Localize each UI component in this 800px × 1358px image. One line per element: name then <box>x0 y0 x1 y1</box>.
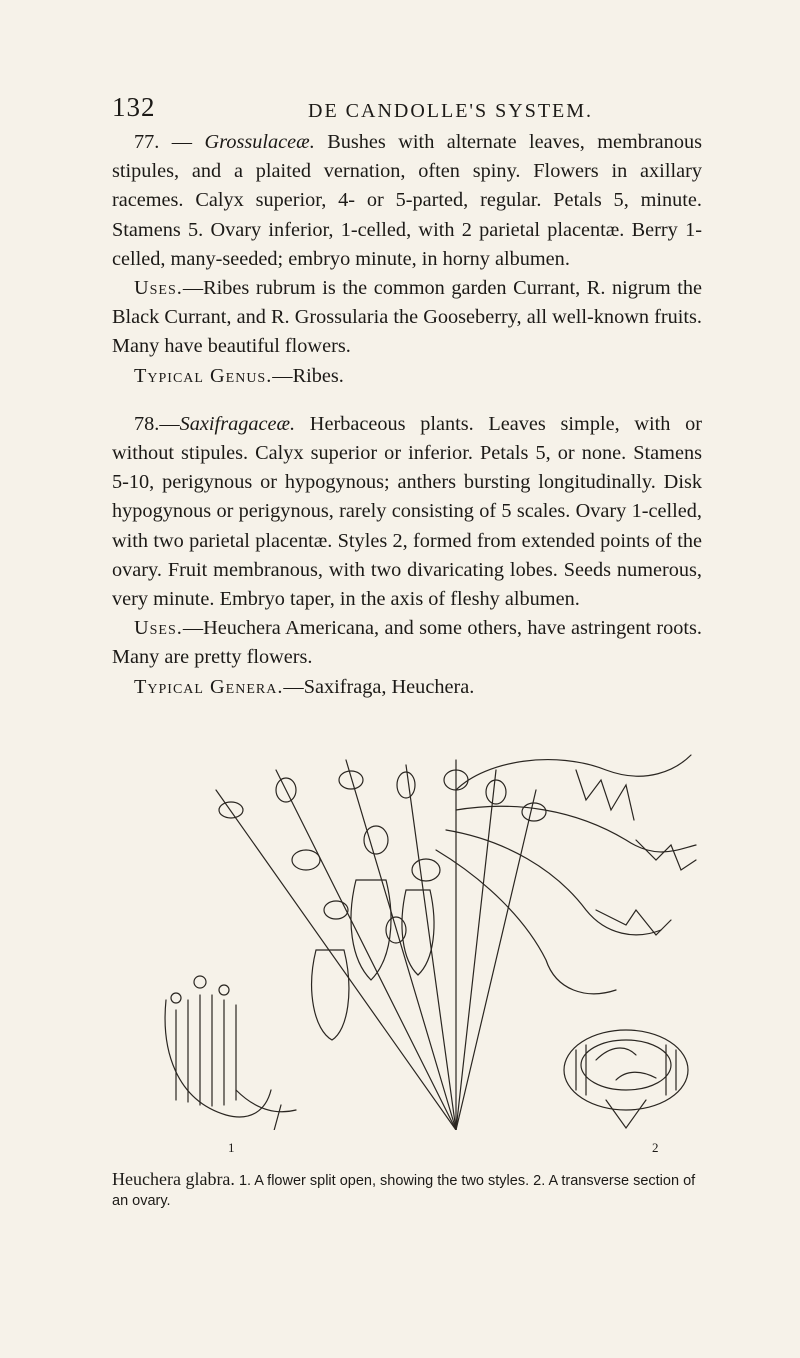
section-77-family: Grossulaceæ. <box>204 131 315 153</box>
section-78-typical <box>112 673 702 702</box>
uses-text: —Heuchera Americana, and some others, have astringent roots. Many are pretty flowers. <box>112 617 702 669</box>
typical-genera-label: Typical Genera. <box>134 675 284 698</box>
caption-title: Heuchera glabra. <box>112 1168 235 1189</box>
section-77-number: 77. <box>134 131 160 153</box>
page-header <box>112 92 712 132</box>
section-77-uses <box>112 274 702 362</box>
section-77-description <box>112 128 702 274</box>
section-78-description <box>112 410 702 614</box>
figure-label-1: 1 <box>228 1140 235 1155</box>
section-78-dash: — <box>159 412 180 435</box>
uses-text: —Ribes rubrum is the common garden Currant, R. nigrum the Black Currant, and R. Grossularia the Gooseberry, all well-known fruits. Many have beautiful flowers. <box>112 277 702 358</box>
section-77-text: Bushes with alternate leaves, membranous stipules, and a plaited vernation, often spiny. Flowers in axillary racemes. Calyx superior, 4- or 5-parted, regular. Petals 5, minute. Stamens 5. Ovary inferior, 1-celled, with 2 parietal placentæ. Berry 1-celled, many-seeded; embryo minute, in horny albumen. <box>112 131 702 270</box>
figure-caption <box>112 1170 702 1211</box>
uses-label: Uses. <box>134 277 183 300</box>
body-text <box>112 128 702 702</box>
section-78-number: 78. <box>134 412 160 435</box>
typical-genera-text: —Saxifraga, Heuchera. <box>283 675 475 698</box>
page-number: 132 <box>112 92 156 122</box>
typical-genus-text: —Ribes. <box>272 364 344 387</box>
section-78-family: Saxifragaceæ. <box>179 412 296 435</box>
typical-genus-label: Typical Genus. <box>134 364 273 387</box>
section-77-dash: — <box>159 131 205 153</box>
running-head: DE CANDOLLE'S SYSTEM. <box>308 100 594 122</box>
section-78-uses <box>112 614 702 672</box>
figure-label-2: 2 <box>652 1140 659 1155</box>
uses-label: Uses. <box>134 617 183 640</box>
caption-text: 1. A flower split open, showing the two styles. 2. A transverse section of an ovary. <box>112 1172 696 1209</box>
section-77-typical <box>112 362 702 391</box>
section-78-text: Herbaceous plants. Leaves simple, with or without stipules. Calyx superior or inferior. Petals 5, or none. Stamens 5-10, perigynous or hypogynous; anthers bursting longitudinally. Disk hypogynous or perigynous, rarely consisting of 5 scales. Ovary 1-celled, with two parietal placentæ. Styles 2, formed from extended points of the ovary. Fruit membranous, with two divaricating lobes. Seeds numerous, very minute. Embryo taper, in the axis of fleshy albumen. <box>112 412 702 611</box>
heuchera-illustration <box>156 750 702 1130</box>
botanical-engraving <box>156 750 702 1130</box>
